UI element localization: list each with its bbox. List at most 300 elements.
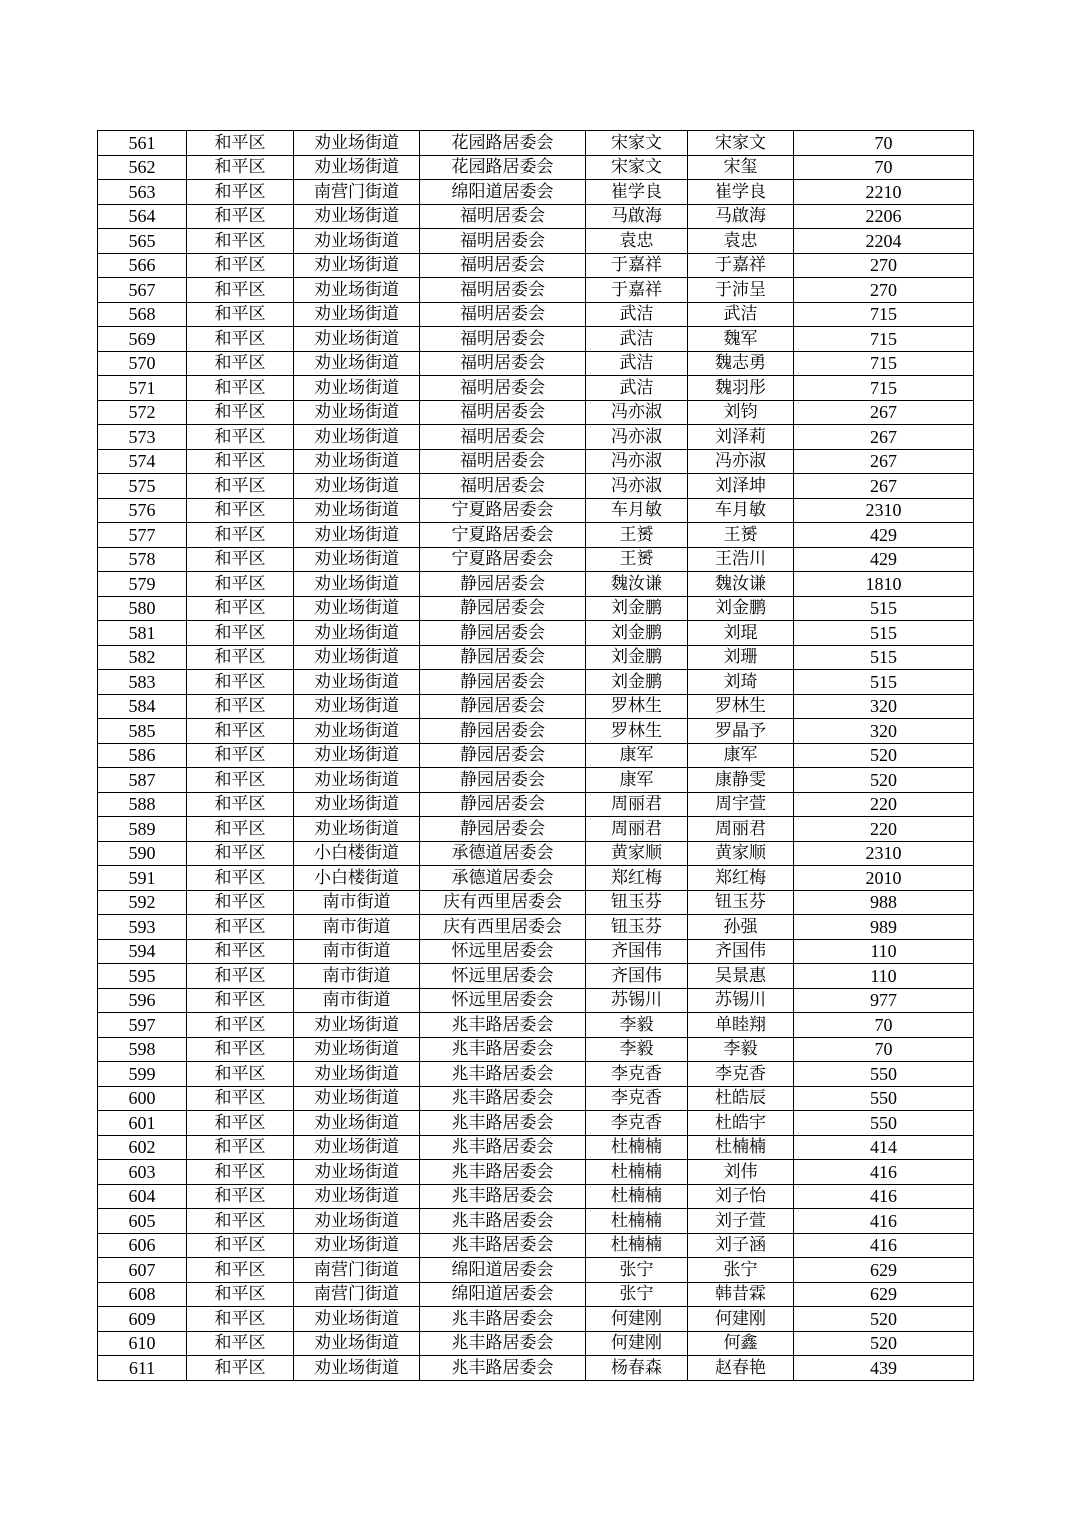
serial-number-cell: 584 — [98, 694, 187, 719]
serial-number-cell: 610 — [98, 1331, 187, 1356]
serial-number-cell: 566 — [98, 253, 187, 278]
data-table — [97, 130, 974, 1381]
table-row — [98, 1013, 974, 1038]
district-cell: 和平区 — [187, 1037, 294, 1062]
serial-number-cell: 606 — [98, 1233, 187, 1258]
serial-number-cell: 609 — [98, 1307, 187, 1332]
household-head-cell: 杜楠楠 — [586, 1209, 688, 1234]
member-name-cell: 郑红梅 — [688, 866, 794, 891]
serial-number-cell: 572 — [98, 400, 187, 425]
district-cell: 和平区 — [187, 792, 294, 817]
street-cell: 劝业场街道 — [294, 327, 420, 352]
committee-cell: 兆丰路居委会 — [420, 1331, 586, 1356]
amount-cell: 2204 — [794, 229, 974, 254]
amount-cell: 267 — [794, 425, 974, 450]
committee-cell: 静园居委会 — [420, 572, 586, 597]
member-name-cell: 宋玺 — [688, 155, 794, 180]
member-name-cell: 刘琨 — [688, 621, 794, 646]
member-name-cell: 刘金鹏 — [688, 596, 794, 621]
household-head-cell: 罗林生 — [586, 719, 688, 744]
committee-cell: 庆有西里居委会 — [420, 890, 586, 915]
amount-cell: 515 — [794, 621, 974, 646]
amount-cell: 629 — [794, 1282, 974, 1307]
member-name-cell: 刘子萱 — [688, 1209, 794, 1234]
serial-number-cell: 600 — [98, 1086, 187, 1111]
member-name-cell: 刘子怡 — [688, 1184, 794, 1209]
district-cell: 和平区 — [187, 621, 294, 646]
committee-cell: 兆丰路居委会 — [420, 1135, 586, 1160]
street-cell: 劝业场街道 — [294, 621, 420, 646]
street-cell: 劝业场街道 — [294, 498, 420, 523]
household-head-cell: 齐国伟 — [586, 939, 688, 964]
street-cell: 劝业场街道 — [294, 474, 420, 499]
household-head-cell: 周丽君 — [586, 792, 688, 817]
household-head-cell: 武洁 — [586, 302, 688, 327]
household-head-cell: 冯亦淑 — [586, 449, 688, 474]
table-row — [98, 229, 974, 254]
table-row — [98, 621, 974, 646]
household-head-cell: 罗林生 — [586, 694, 688, 719]
committee-cell: 兆丰路居委会 — [420, 1209, 586, 1234]
household-head-cell: 王赟 — [586, 523, 688, 548]
table-row — [98, 670, 974, 695]
member-name-cell: 周宇萱 — [688, 792, 794, 817]
committee-cell: 静园居委会 — [420, 596, 586, 621]
street-cell: 南市街道 — [294, 915, 420, 940]
table-row — [98, 1086, 974, 1111]
street-cell: 劝业场街道 — [294, 1037, 420, 1062]
committee-cell: 怀远里居委会 — [420, 964, 586, 989]
street-cell: 劝业场街道 — [294, 229, 420, 254]
committee-cell: 福明居委会 — [420, 327, 586, 352]
district-cell: 和平区 — [187, 474, 294, 499]
household-head-cell: 刘金鹏 — [586, 621, 688, 646]
amount-cell: 515 — [794, 670, 974, 695]
committee-cell: 兆丰路居委会 — [420, 1037, 586, 1062]
amount-cell: 320 — [794, 694, 974, 719]
household-head-cell: 宋家文 — [586, 155, 688, 180]
serial-number-cell: 586 — [98, 743, 187, 768]
household-head-cell: 魏汝谦 — [586, 572, 688, 597]
household-head-cell: 王赟 — [586, 547, 688, 572]
household-head-cell: 刘金鹏 — [586, 596, 688, 621]
district-cell: 和平区 — [187, 572, 294, 597]
household-head-cell: 李毅 — [586, 1013, 688, 1038]
district-cell: 和平区 — [187, 1356, 294, 1381]
amount-cell: 416 — [794, 1209, 974, 1234]
amount-cell: 267 — [794, 474, 974, 499]
household-head-cell: 黄家顺 — [586, 841, 688, 866]
amount-cell: 70 — [794, 155, 974, 180]
household-head-cell: 马啟海 — [586, 204, 688, 229]
amount-cell: 110 — [794, 964, 974, 989]
committee-cell: 花园路居委会 — [420, 155, 586, 180]
table-row — [98, 645, 974, 670]
member-name-cell: 周丽君 — [688, 817, 794, 842]
amount-cell: 715 — [794, 351, 974, 376]
member-name-cell: 王赟 — [688, 523, 794, 548]
household-head-cell: 李毅 — [586, 1037, 688, 1062]
table-row — [98, 792, 974, 817]
committee-cell: 静园居委会 — [420, 792, 586, 817]
table-row — [98, 719, 974, 744]
table-row — [98, 131, 974, 156]
street-cell: 劝业场街道 — [294, 278, 420, 303]
household-head-cell: 齐国伟 — [586, 964, 688, 989]
district-cell: 和平区 — [187, 890, 294, 915]
committee-cell: 宁夏路居委会 — [420, 498, 586, 523]
member-name-cell: 袁忠 — [688, 229, 794, 254]
district-cell: 和平区 — [187, 1062, 294, 1087]
district-cell: 和平区 — [187, 253, 294, 278]
district-cell: 和平区 — [187, 1184, 294, 1209]
amount-cell: 110 — [794, 939, 974, 964]
serial-number-cell: 591 — [98, 866, 187, 891]
serial-number-cell: 577 — [98, 523, 187, 548]
serial-number-cell: 602 — [98, 1135, 187, 1160]
household-head-cell: 李克香 — [586, 1062, 688, 1087]
table-row — [98, 449, 974, 474]
household-head-cell: 杜楠楠 — [586, 1184, 688, 1209]
table-row — [98, 964, 974, 989]
district-cell: 和平区 — [187, 229, 294, 254]
amount-cell: 416 — [794, 1184, 974, 1209]
member-name-cell: 李克香 — [688, 1062, 794, 1087]
table-row — [98, 1062, 974, 1087]
street-cell: 劝业场街道 — [294, 719, 420, 744]
amount-cell: 416 — [794, 1233, 974, 1258]
street-cell: 劝业场街道 — [294, 131, 420, 156]
committee-cell: 福明居委会 — [420, 229, 586, 254]
member-name-cell: 宋家文 — [688, 131, 794, 156]
member-name-cell: 于沛呈 — [688, 278, 794, 303]
street-cell: 劝业场街道 — [294, 1062, 420, 1087]
street-cell: 劝业场街道 — [294, 694, 420, 719]
serial-number-cell: 595 — [98, 964, 187, 989]
table-row — [98, 376, 974, 401]
district-cell: 和平区 — [187, 1160, 294, 1185]
district-cell: 和平区 — [187, 841, 294, 866]
member-name-cell: 马啟海 — [688, 204, 794, 229]
household-head-cell: 李克香 — [586, 1086, 688, 1111]
table-row — [98, 768, 974, 793]
table-row — [98, 596, 974, 621]
serial-number-cell: 579 — [98, 572, 187, 597]
household-head-cell: 张宁 — [586, 1282, 688, 1307]
serial-number-cell: 569 — [98, 327, 187, 352]
member-name-cell: 刘伟 — [688, 1160, 794, 1185]
serial-number-cell: 576 — [98, 498, 187, 523]
amount-cell: 715 — [794, 376, 974, 401]
amount-cell: 70 — [794, 1037, 974, 1062]
committee-cell: 绵阳道居委会 — [420, 180, 586, 205]
serial-number-cell: 562 — [98, 155, 187, 180]
serial-number-cell: 561 — [98, 131, 187, 156]
member-name-cell: 魏羽彤 — [688, 376, 794, 401]
amount-cell: 70 — [794, 131, 974, 156]
street-cell: 劝业场街道 — [294, 547, 420, 572]
amount-cell: 550 — [794, 1111, 974, 1136]
street-cell: 劝业场街道 — [294, 792, 420, 817]
amount-cell: 520 — [794, 743, 974, 768]
member-name-cell: 孙强 — [688, 915, 794, 940]
committee-cell: 福明居委会 — [420, 253, 586, 278]
street-cell: 劝业场街道 — [294, 155, 420, 180]
street-cell: 南营门街道 — [294, 1258, 420, 1283]
member-name-cell: 单睦翔 — [688, 1013, 794, 1038]
street-cell: 小白楼街道 — [294, 841, 420, 866]
district-cell: 和平区 — [187, 1258, 294, 1283]
committee-cell: 花园路居委会 — [420, 131, 586, 156]
street-cell: 劝业场街道 — [294, 302, 420, 327]
serial-number-cell: 571 — [98, 376, 187, 401]
committee-cell: 福明居委会 — [420, 278, 586, 303]
amount-cell: 989 — [794, 915, 974, 940]
street-cell: 小白楼街道 — [294, 866, 420, 891]
district-cell: 和平区 — [187, 719, 294, 744]
committee-cell: 福明居委会 — [420, 400, 586, 425]
amount-cell: 270 — [794, 278, 974, 303]
district-cell: 和平区 — [187, 204, 294, 229]
household-head-cell: 周丽君 — [586, 817, 688, 842]
amount-cell: 715 — [794, 302, 974, 327]
serial-number-cell: 604 — [98, 1184, 187, 1209]
table-row — [98, 817, 974, 842]
amount-cell: 977 — [794, 988, 974, 1013]
street-cell: 劝业场街道 — [294, 1160, 420, 1185]
district-cell: 和平区 — [187, 523, 294, 548]
member-name-cell: 刘琦 — [688, 670, 794, 695]
street-cell: 劝业场街道 — [294, 1307, 420, 1332]
household-head-cell: 于嘉祥 — [586, 253, 688, 278]
member-name-cell: 康军 — [688, 743, 794, 768]
member-name-cell: 崔学良 — [688, 180, 794, 205]
street-cell: 劝业场街道 — [294, 1086, 420, 1111]
household-head-cell: 郑红梅 — [586, 866, 688, 891]
district-cell: 和平区 — [187, 1111, 294, 1136]
committee-cell: 福明居委会 — [420, 302, 586, 327]
amount-cell: 515 — [794, 596, 974, 621]
district-cell: 和平区 — [187, 964, 294, 989]
district-cell: 和平区 — [187, 302, 294, 327]
committee-cell: 福明居委会 — [420, 376, 586, 401]
table-row — [98, 1135, 974, 1160]
table-row — [98, 523, 974, 548]
district-cell: 和平区 — [187, 351, 294, 376]
household-head-cell: 宋家文 — [586, 131, 688, 156]
table-row — [98, 1184, 974, 1209]
member-name-cell: 吴景惠 — [688, 964, 794, 989]
household-head-cell: 杨春森 — [586, 1356, 688, 1381]
serial-number-cell: 563 — [98, 180, 187, 205]
member-name-cell: 王浩川 — [688, 547, 794, 572]
table-row — [98, 572, 974, 597]
member-name-cell: 于嘉祥 — [688, 253, 794, 278]
household-head-cell: 冯亦淑 — [586, 474, 688, 499]
serial-number-cell: 605 — [98, 1209, 187, 1234]
committee-cell: 兆丰路居委会 — [420, 1013, 586, 1038]
amount-cell: 429 — [794, 523, 974, 548]
amount-cell: 220 — [794, 817, 974, 842]
amount-cell: 550 — [794, 1062, 974, 1087]
amount-cell: 220 — [794, 792, 974, 817]
district-cell: 和平区 — [187, 1233, 294, 1258]
committee-cell: 承德道居委会 — [420, 866, 586, 891]
table-row — [98, 988, 974, 1013]
district-cell: 和平区 — [187, 425, 294, 450]
member-name-cell: 韩昔霖 — [688, 1282, 794, 1307]
table-row — [98, 1209, 974, 1234]
serial-number-cell: 589 — [98, 817, 187, 842]
amount-cell: 416 — [794, 1160, 974, 1185]
serial-number-cell: 593 — [98, 915, 187, 940]
district-cell: 和平区 — [187, 1282, 294, 1307]
household-head-cell: 李克香 — [586, 1111, 688, 1136]
serial-number-cell: 574 — [98, 449, 187, 474]
district-cell: 和平区 — [187, 988, 294, 1013]
household-head-cell: 冯亦淑 — [586, 400, 688, 425]
table-row — [98, 351, 974, 376]
amount-cell: 520 — [794, 1307, 974, 1332]
district-cell: 和平区 — [187, 278, 294, 303]
household-head-cell: 张宁 — [586, 1258, 688, 1283]
serial-number-cell: 580 — [98, 596, 187, 621]
serial-number-cell: 573 — [98, 425, 187, 450]
amount-cell: 270 — [794, 253, 974, 278]
table-row — [98, 841, 974, 866]
serial-number-cell: 590 — [98, 841, 187, 866]
amount-cell: 2206 — [794, 204, 974, 229]
table-row — [98, 1111, 974, 1136]
committee-cell: 兆丰路居委会 — [420, 1307, 586, 1332]
table-row — [98, 866, 974, 891]
household-head-cell: 杜楠楠 — [586, 1160, 688, 1185]
street-cell: 劝业场街道 — [294, 572, 420, 597]
street-cell: 劝业场街道 — [294, 1135, 420, 1160]
member-name-cell: 刘钧 — [688, 400, 794, 425]
street-cell: 劝业场街道 — [294, 1184, 420, 1209]
table-row — [98, 278, 974, 303]
street-cell: 劝业场街道 — [294, 670, 420, 695]
amount-cell: 715 — [794, 327, 974, 352]
district-cell: 和平区 — [187, 376, 294, 401]
district-cell: 和平区 — [187, 180, 294, 205]
amount-cell: 515 — [794, 645, 974, 670]
street-cell: 劝业场街道 — [294, 1013, 420, 1038]
district-cell: 和平区 — [187, 327, 294, 352]
serial-number-cell: 592 — [98, 890, 187, 915]
household-head-cell: 袁忠 — [586, 229, 688, 254]
member-name-cell: 杜皓宇 — [688, 1111, 794, 1136]
serial-number-cell: 587 — [98, 768, 187, 793]
table-body — [98, 131, 974, 1381]
district-cell: 和平区 — [187, 670, 294, 695]
member-name-cell: 刘子涵 — [688, 1233, 794, 1258]
district-cell: 和平区 — [187, 596, 294, 621]
street-cell: 劝业场街道 — [294, 351, 420, 376]
household-head-cell: 武洁 — [586, 376, 688, 401]
member-name-cell: 苏锡川 — [688, 988, 794, 1013]
table-row — [98, 155, 974, 180]
member-name-cell: 武洁 — [688, 302, 794, 327]
street-cell: 南营门街道 — [294, 1282, 420, 1307]
table-row — [98, 1331, 974, 1356]
table-row — [98, 694, 974, 719]
committee-cell: 兆丰路居委会 — [420, 1233, 586, 1258]
amount-cell: 2010 — [794, 866, 974, 891]
committee-cell: 怀远里居委会 — [420, 988, 586, 1013]
district-cell: 和平区 — [187, 817, 294, 842]
district-cell: 和平区 — [187, 939, 294, 964]
member-name-cell: 罗晶予 — [688, 719, 794, 744]
street-cell: 劝业场街道 — [294, 400, 420, 425]
street-cell: 劝业场街道 — [294, 1331, 420, 1356]
amount-cell: 70 — [794, 1013, 974, 1038]
district-cell: 和平区 — [187, 645, 294, 670]
household-head-cell: 武洁 — [586, 327, 688, 352]
member-name-cell: 李毅 — [688, 1037, 794, 1062]
amount-cell: 267 — [794, 449, 974, 474]
committee-cell: 静园居委会 — [420, 743, 586, 768]
amount-cell: 1810 — [794, 572, 974, 597]
committee-cell: 宁夏路居委会 — [420, 523, 586, 548]
table-row — [98, 1282, 974, 1307]
street-cell: 劝业场街道 — [294, 1356, 420, 1381]
serial-number-cell: 578 — [98, 547, 187, 572]
committee-cell: 静园居委会 — [420, 621, 586, 646]
serial-number-cell: 607 — [98, 1258, 187, 1283]
street-cell: 劝业场街道 — [294, 376, 420, 401]
serial-number-cell: 594 — [98, 939, 187, 964]
table-row — [98, 1307, 974, 1332]
household-head-cell: 车月敏 — [586, 498, 688, 523]
household-head-cell: 武洁 — [586, 351, 688, 376]
committee-cell: 兆丰路居委会 — [420, 1086, 586, 1111]
amount-cell: 267 — [794, 400, 974, 425]
table-row — [98, 180, 974, 205]
amount-cell: 520 — [794, 1331, 974, 1356]
amount-cell: 2310 — [794, 498, 974, 523]
table-row — [98, 939, 974, 964]
street-cell: 劝业场街道 — [294, 449, 420, 474]
committee-cell: 兆丰路居委会 — [420, 1062, 586, 1087]
committee-cell: 兆丰路居委会 — [420, 1184, 586, 1209]
committee-cell: 静园居委会 — [420, 694, 586, 719]
serial-number-cell: 564 — [98, 204, 187, 229]
street-cell: 劝业场街道 — [294, 1233, 420, 1258]
serial-number-cell: 608 — [98, 1282, 187, 1307]
serial-number-cell: 598 — [98, 1037, 187, 1062]
committee-cell: 宁夏路居委会 — [420, 547, 586, 572]
district-cell: 和平区 — [187, 449, 294, 474]
committee-cell: 绵阳道居委会 — [420, 1258, 586, 1283]
committee-cell: 静园居委会 — [420, 670, 586, 695]
table-row — [98, 1356, 974, 1381]
amount-cell: 320 — [794, 719, 974, 744]
member-name-cell: 何建刚 — [688, 1307, 794, 1332]
table-row — [98, 400, 974, 425]
amount-cell: 988 — [794, 890, 974, 915]
amount-cell: 2210 — [794, 180, 974, 205]
street-cell: 劝业场街道 — [294, 645, 420, 670]
committee-cell: 兆丰路居委会 — [420, 1160, 586, 1185]
member-name-cell: 赵春艳 — [688, 1356, 794, 1381]
committee-cell: 静园居委会 — [420, 645, 586, 670]
serial-number-cell: 567 — [98, 278, 187, 303]
member-name-cell: 车月敏 — [688, 498, 794, 523]
serial-number-cell: 599 — [98, 1062, 187, 1087]
member-name-cell: 冯亦淑 — [688, 449, 794, 474]
